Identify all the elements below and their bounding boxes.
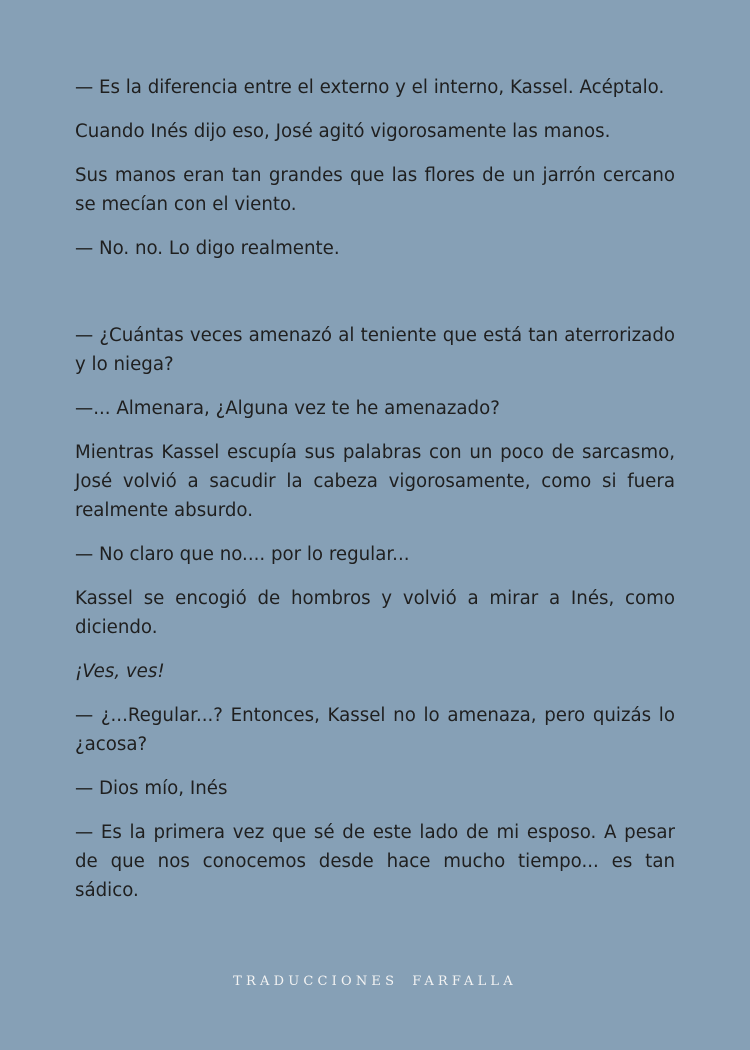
paragraph: — ¿...Regular...? Entonces, Kassel no lo amenaza, pero quizás lo ¿acosa? bbox=[75, 705, 675, 755]
paragraph: — No. no. Lo digo realmente. bbox=[75, 238, 340, 259]
page-footer bbox=[0, 974, 750, 989]
paragraph: Mientras Kassel escupía sus palabras con un poco de sarcasmo, José volvió a sacudir la cabeza vigorosamente, como si fuera realmente absurdo. bbox=[75, 442, 675, 521]
paragraph: — ¿Cuántas veces amenazó al teniente que está tan aterrorizado y lo niega? bbox=[75, 325, 675, 375]
paragraph: Sus manos eran tan grandes que las flores de un jarrón cercano se mecían con el viento. bbox=[75, 165, 675, 215]
paragraph: — Dios mío, Inés bbox=[75, 778, 228, 799]
paragraph-italic: ¡Ves, ves! bbox=[75, 661, 165, 682]
paragraph: Cuando Inés dijo eso, José agitó vigorosamente las manos. bbox=[75, 121, 611, 142]
paragraph: — Es la primera vez que sé de este lado de mi esposo. A pesar de que nos conocemos desde hace mucho tiempo... es tan sádico. bbox=[75, 822, 675, 901]
document-body bbox=[75, 73, 675, 920]
footer-word-1: TRADUCCIONES bbox=[233, 974, 399, 989]
section-gap bbox=[75, 278, 675, 321]
paragraph: — No claro que no.... por lo regular... bbox=[75, 544, 410, 565]
paragraph: —... Almenara, ¿Alguna vez te he amenazado? bbox=[75, 398, 500, 419]
paragraph: Kassel se encogió de hombros y volvió a mirar a Inés, como diciendo. bbox=[75, 588, 675, 638]
footer-word-2: FARFALLA bbox=[412, 974, 517, 989]
paragraph: — Es la diferencia entre el externo y el interno, Kassel. Acéptalo. bbox=[75, 77, 665, 98]
